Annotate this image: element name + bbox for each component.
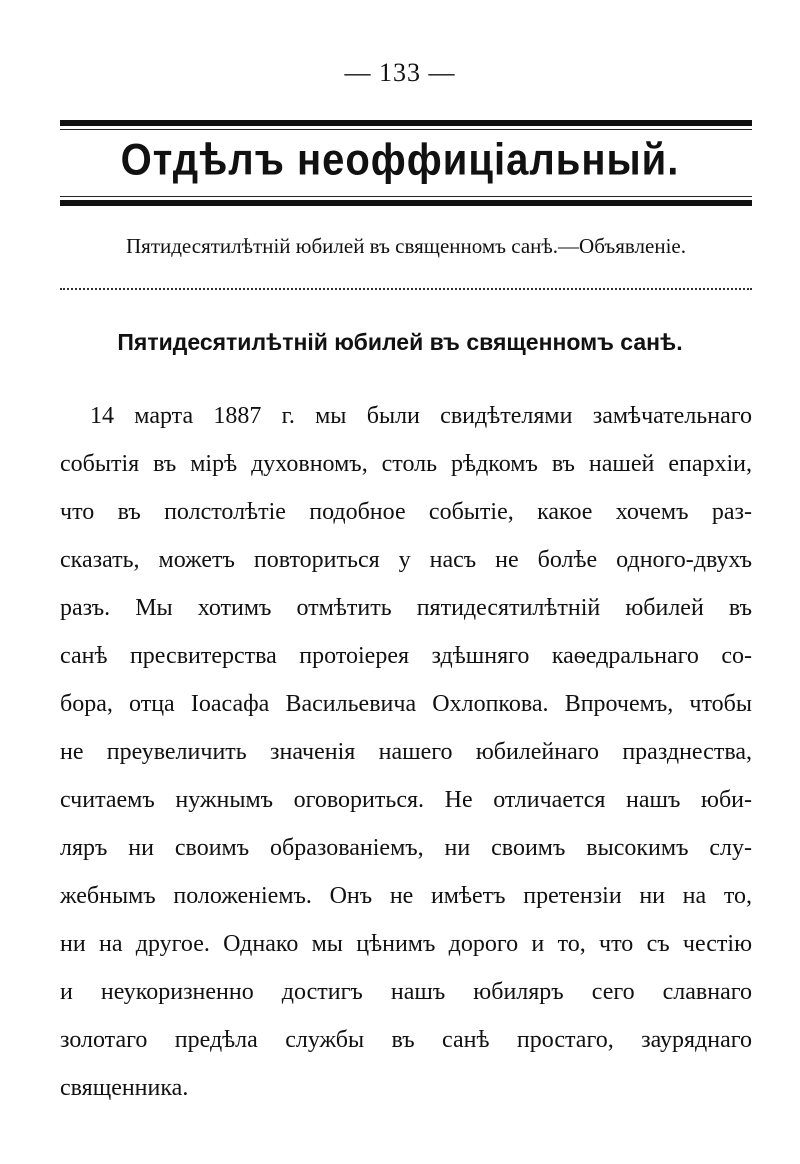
page-number: — 133 —	[344, 58, 456, 87]
text-line: ни на другое. Однако мы цѣнимъ дорого и то, что съ честію	[60, 931, 752, 957]
text-line: санѣ пресвитерства протоіерея здѣшняго каѳедральнаго со-	[60, 643, 752, 669]
middle-rule-thin	[60, 196, 752, 197]
text-line: ляръ ни своимъ образованіемъ, ни своимъ высокимъ слу-	[60, 835, 752, 861]
text-line: не преувеличить значенія нашего юбилейнаго празднества,	[60, 739, 752, 765]
middle-rule	[60, 200, 752, 206]
text-line: бора, отца Іоасафа Васильевича Охлопкова. Впрочемъ, чтобы	[60, 691, 752, 717]
text-line: считаемъ нужнымъ оговориться. Не отличается нашъ юби-	[60, 787, 752, 813]
text-line: 14 марта 1887 г. мы были свидѣтелями замѣчательнаго	[90, 403, 752, 429]
text-line: что въ полстолѣтіе подобное событіе, какое хочемъ раз-	[60, 499, 752, 525]
text-line: событія въ мірѣ духовномъ, столь рѣдкомъ въ нашей епархіи,	[60, 451, 752, 477]
text-line: золотаго предѣла службы въ санѣ простаго, зауряднаго	[60, 1027, 752, 1053]
article-body	[60, 392, 752, 1112]
text-line: и неукоризненно достигъ нашъ юбиляръ сего славнаго	[60, 979, 752, 1005]
article-heading: Пятидесятилѣтній юбилей въ священномъ санѣ.	[117, 329, 683, 355]
section-title: Отдѣлъ неоффиціальный.	[120, 135, 680, 185]
dotted-separator	[60, 288, 752, 290]
text-line: священника.	[60, 1075, 189, 1101]
text-line: разъ. Мы хотимъ отмѣтить пятидесятилѣтній юбилей въ	[60, 595, 752, 621]
contents-line: Пятидесятилѣтній юбилей въ священномъ санѣ.—Объявленіе.	[126, 234, 686, 258]
top-rule	[60, 120, 752, 126]
top-rule-thin	[60, 129, 752, 130]
text-line: жебнымъ положеніемъ. Онъ не имѣетъ претензіи ни на то,	[60, 883, 752, 909]
text-line: сказать, можетъ повториться у насъ не болѣе одного-двухъ	[60, 547, 752, 573]
